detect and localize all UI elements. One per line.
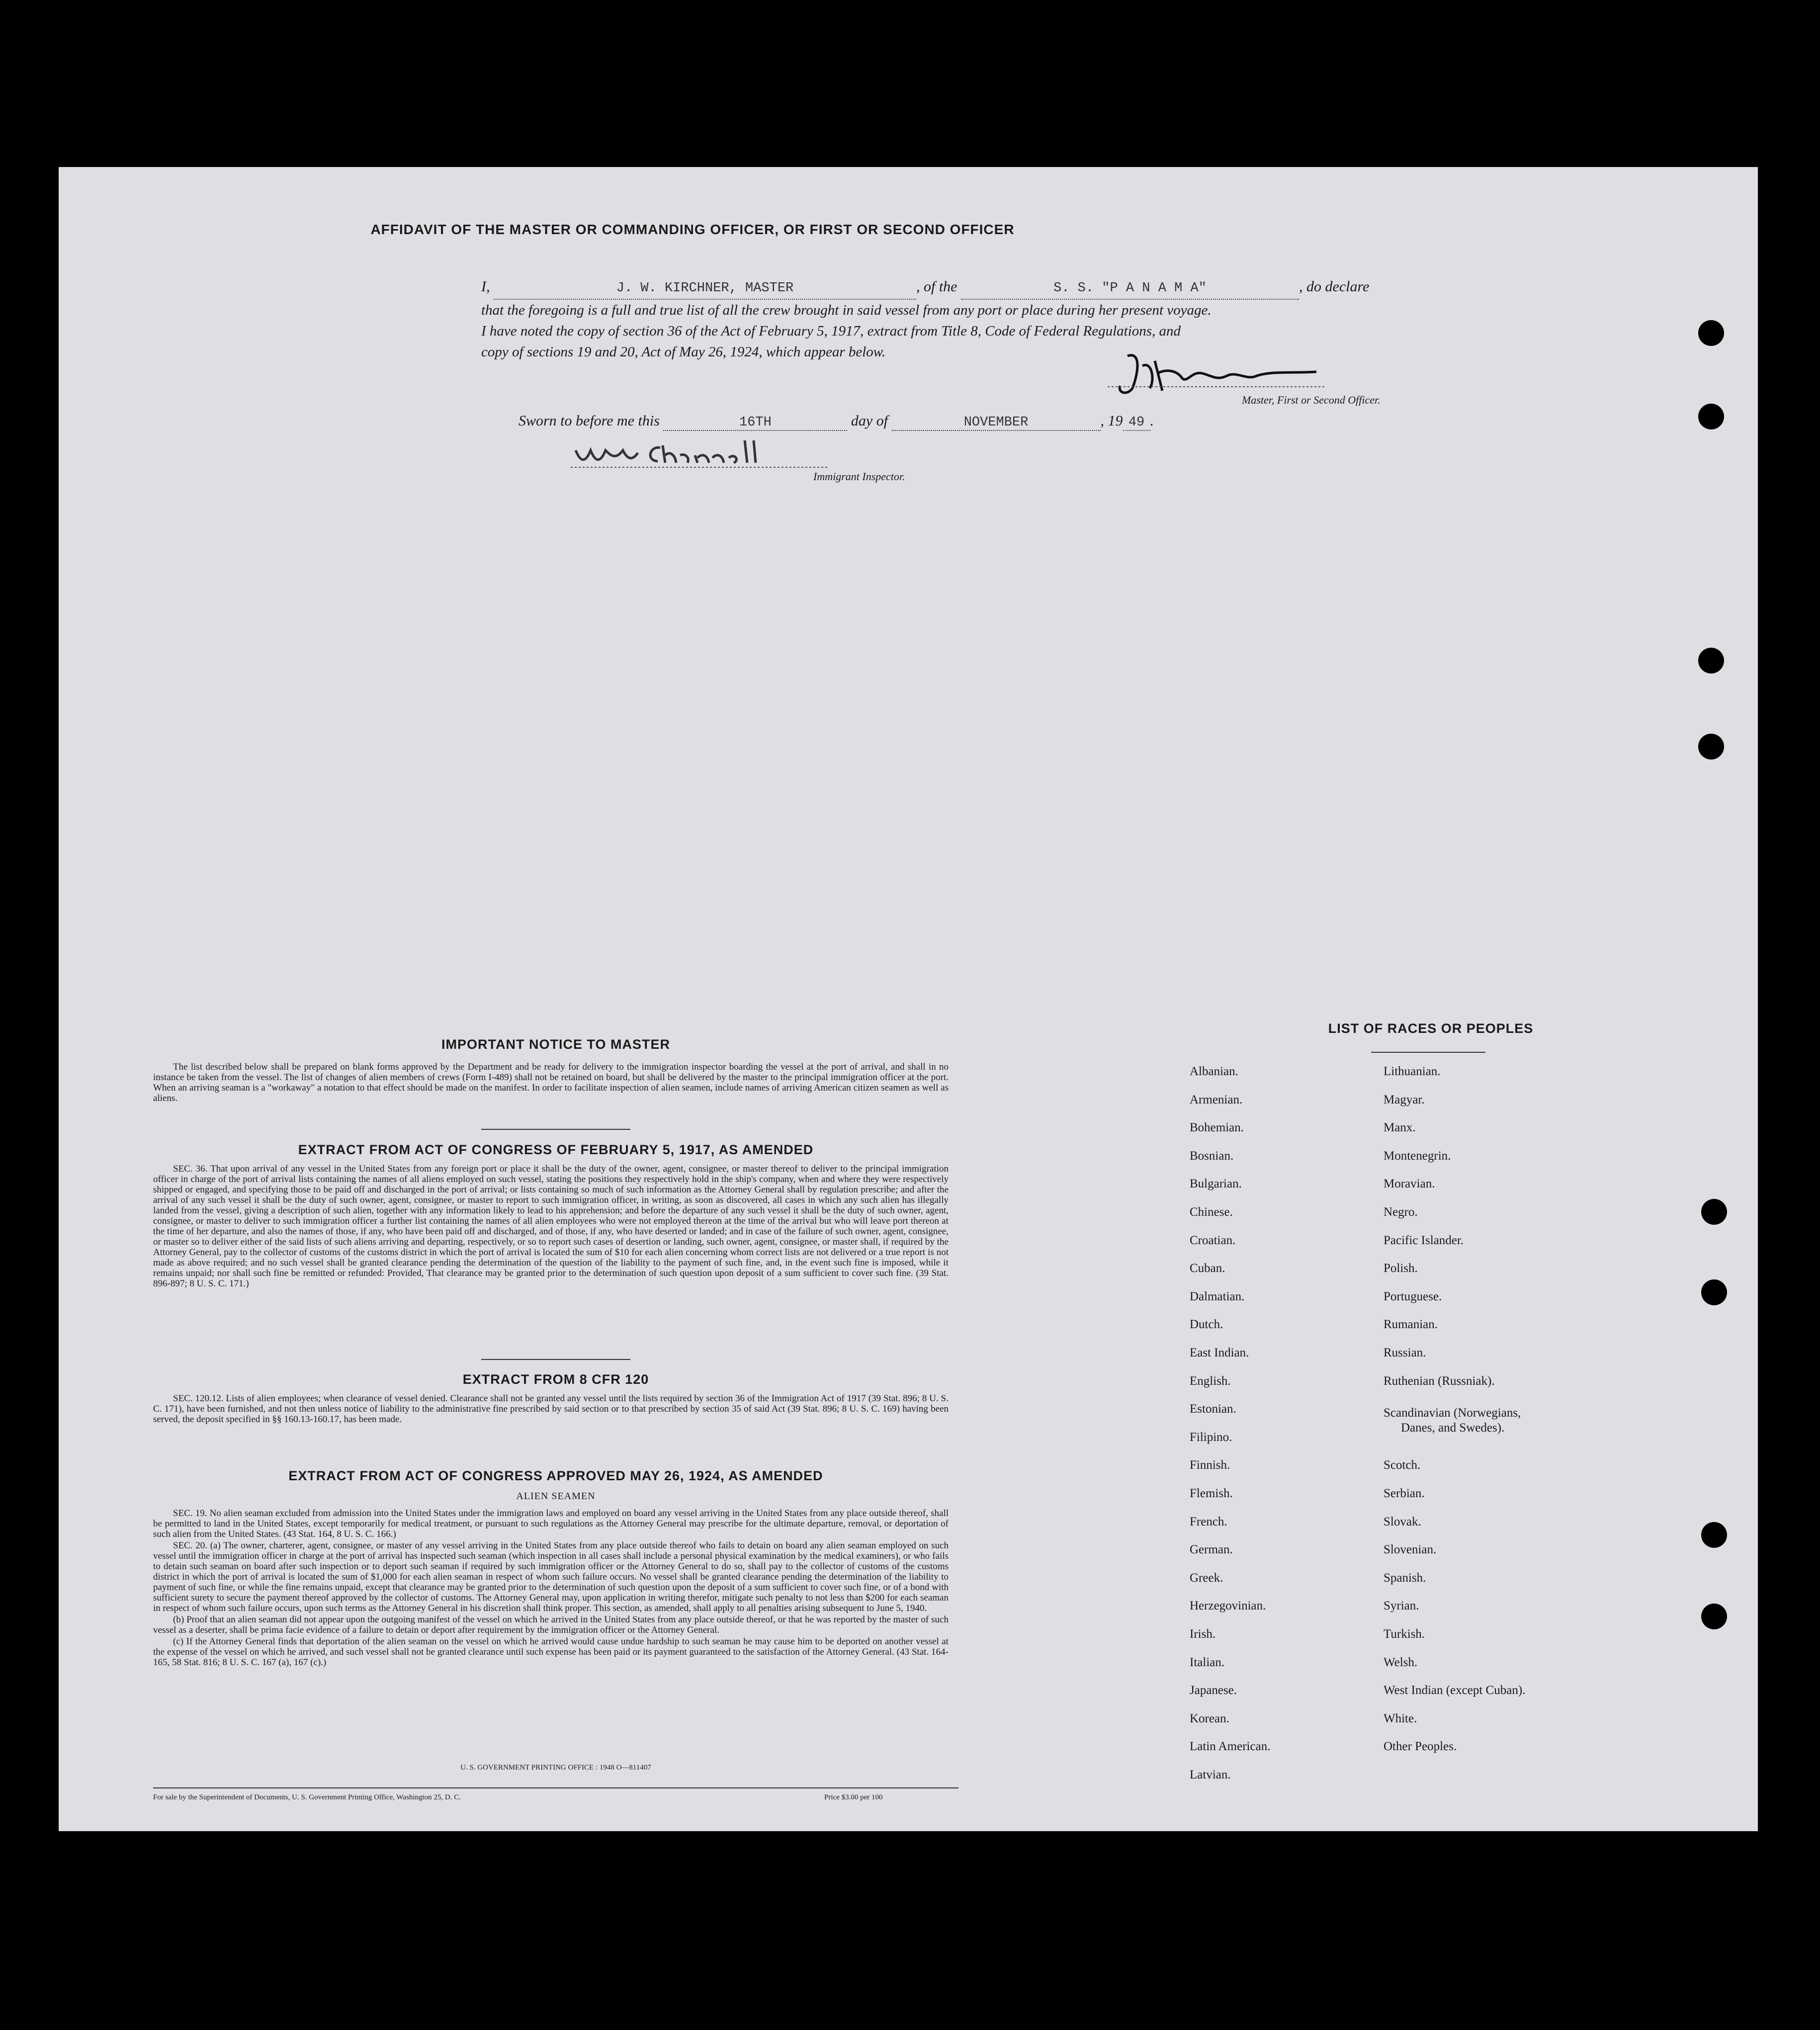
race-item: Syrian.: [1384, 1599, 1419, 1613]
race-item: Spanish.: [1384, 1571, 1426, 1585]
notice-text: The list described below shall be prepared on blank forms approved by the Department and be ready for delivery to the immigration inspector boarding the vessel at the port of arrival, and shall in no instance be taken from the vessel. The list of changes of alien members of crews (Form I-489) shall not be retained on board, but shall be delivered by the master to the principal immigration officer at the port. When an arriving seaman is a "workaway" a notation to that effect should be made on the manifest. In order to facilitate inspection of alien seamen, include names of arriving American citizen seamen as well as aliens.: [153, 1062, 949, 1103]
race-item: Manx.: [1384, 1121, 1416, 1135]
race-item: Filipino.: [1190, 1430, 1232, 1444]
race-item: Dalmatian.: [1190, 1289, 1245, 1303]
footer-sale-text: For sale by the Superintendent of Documents, U. S. Government Printing Office, Washington 25, D. C.: [153, 1793, 461, 1801]
extract-1924-subtitle: ALIEN SEAMEN: [516, 1491, 596, 1502]
punch-hole: [1698, 734, 1724, 760]
punch-hole: [1698, 648, 1724, 674]
inspector-caption: Immigrant Inspector.: [813, 470, 905, 483]
race-item: Greek.: [1190, 1571, 1223, 1585]
race-item: Bohemian.: [1190, 1121, 1244, 1135]
punch-hole: [1701, 1279, 1727, 1305]
race-item: Welsh.: [1384, 1655, 1418, 1669]
gpo-imprint: U. S. GOVERNMENT PRINTING OFFICE : 1948 O—811407: [460, 1764, 651, 1772]
race-item: Russian.: [1384, 1346, 1426, 1359]
race-item: Polish.: [1384, 1262, 1418, 1275]
extract-1917-block: [153, 1164, 949, 1290]
race-item: English.: [1190, 1374, 1231, 1388]
inspector-signature: [571, 435, 829, 470]
punch-hole: [1698, 404, 1724, 429]
race-item: Bulgarian.: [1190, 1177, 1242, 1191]
race-item: Irish.: [1190, 1627, 1216, 1641]
master-signature: [1108, 346, 1326, 401]
race-item: Montenegrin.: [1384, 1149, 1451, 1163]
race-item: French.: [1190, 1515, 1227, 1528]
divider: [1371, 1052, 1485, 1053]
affidavit-line-2: I have noted the copy of section 36 of the Act of February 5, 1917, extract from Title 8, Code of Federal Regulations, and: [481, 323, 1181, 339]
race-item: Herzegovinian.: [1190, 1599, 1266, 1613]
race-item: Italian.: [1190, 1655, 1225, 1669]
race-item: Chinese.: [1190, 1205, 1233, 1219]
race-item: White.: [1384, 1711, 1417, 1725]
footer-rule: [153, 1787, 958, 1788]
extract-1924-paragraph: SEC. 19. No alien seaman excluded from admission into the United States under the immigration laws and employed on board any vessel arriving in the United States from any place outside thereof, shall be permitted to land in the United States, except temporarily for medical treatment, or pursuant to such regulations as the Attorney General may prescribe for the ultimate departure, removal, or deportation of such alien from the United States. (43 Stat. 164, 8 U. S. C. 166.): [153, 1508, 949, 1539]
race-item: Pacific Islander.: [1384, 1233, 1464, 1247]
race-item: Slovenian.: [1384, 1543, 1437, 1557]
race-item: Rumanian.: [1384, 1318, 1438, 1332]
race-item: German.: [1190, 1543, 1233, 1557]
race-item: Estonian.: [1190, 1402, 1236, 1416]
affidavit-lead: I,: [481, 278, 490, 295]
race-item: Croatian.: [1190, 1233, 1236, 1247]
extract-1917-text: SEC. 36. That upon arrival of any vessel in the United States from any foreign port or place it shall be the duty of the owner, agent, consignee, or master thereof to deliver to the principal immigration officer in charge of the port of arrival lists containing the names of all aliens employed on such vessel, stating the positions they respectively hold in the ship's company, when and where they were respectively shipped or engaged, and specifying those to be paid off and discharged in the port of arrival; or lists containing so much of such information as the Attorney General shall by regulation prescribe; and after the arrival of any such vessel it shall be the duty of such owner, agent, consignee, or master to report to such immigration officer, in writing, as soon as discovered, all cases in which any such alien has illegally landed from the vessel, giving a description of such alien, together with any information likely to lead to his apprehension; and before the departure of any such vessel it shall be the duty of such owner, agent, consignee, or master to deliver to such immigration officer a further list containing the names of all alien employees who were not employed thereon at the time of the arrival but who will leave port thereon at the time of her departure, and also the names of those, if any, who have been paid off and discharged, and of those, if any, who have deserted or landed; and in case of the failure of such owner, agent, consignee, or master so to deliver either of the said lists of such aliens arriving and departing, respectively, or so to report such cases of desertion or landing, such owner, agent, consignee, or master shall, if required by the Attorney General, pay to the collector of customs of the customs district in which the port of arrival is located the sum of $10 for each alien concerning whom correct lists are not delivered or a true report is not made as above required; and no such vessel shall be granted clearance pending the determination of the question of the liability to the payment of such fine, and, in the event such fine is imposed, while it remains unpaid; nor shall such fine be remitted or refunded: Provided, That clearance may be granted prior to the determination of such question upon deposit of a sum sufficient to cover such fine. (39 Stat. 896-897; 8 U. S. C. 171.): [153, 1164, 949, 1289]
race-item: Negro.: [1384, 1205, 1418, 1219]
sworn-lead: Sworn to before me this: [519, 413, 660, 429]
affidavit-title: AFFIDAVIT OF THE MASTER OR COMMANDING OFFICER, OR FIRST OR SECOND OFFICER: [370, 222, 1015, 237]
master-name-field: J. W. KIRCHNER, MASTER: [494, 278, 916, 300]
divider: [481, 1129, 630, 1130]
race-item: Moravian.: [1384, 1177, 1435, 1191]
race-item: Scandinavian (Norwegians,: [1384, 1406, 1521, 1420]
race-item: Portuguese.: [1384, 1289, 1442, 1303]
race-item: Cuban.: [1190, 1262, 1225, 1275]
race-item: Serbian.: [1384, 1487, 1425, 1500]
race-item: Albanian.: [1190, 1065, 1238, 1078]
affidavit-line-1: that the foregoing is a full and true list of all the crew brought in said vessel from any port or place during her present voyage.: [481, 302, 1212, 318]
year-suffix: .: [1150, 413, 1154, 429]
race-item: Finnish.: [1190, 1458, 1230, 1472]
races-title: LIST OF RACES OR PEOPLES: [1328, 1021, 1534, 1036]
race-item: Magyar.: [1384, 1093, 1425, 1106]
extract-1924-paragraph: (c) If the Attorney General finds that deportation of the alien seaman on the vessel on which he arrived would cause undue hardship to such seaman he may cause him to be deported on another vessel at the expense of the vessel on which he arrived, and such vessel shall not be granted clearance until such expense has been paid or its payment guaranteed to the satisfaction of the Attorney General. (43 Stat. 164-165, 58 Stat. 816; 8 U. S. C. 167 (a), 167 (c).): [153, 1636, 949, 1668]
race-item: Latvian.: [1190, 1768, 1231, 1781]
race-item: Scotch.: [1384, 1458, 1421, 1472]
extract-cfr-text: SEC. 120.12. Lists of alien employees; when clearance of vessel denied. Clearance shall not be granted any vessel until the lists required by section 36 of the Immigration Act of 1917 (39 Stat. 896; 8 U. S. C. 171), have been furnished, and not then unless notice of liability to the administrative fine prescribed by said section or to that prescribed by section 35 of said Act (39 Stat. 896; 8 U. S. C. 169) having been served, the deposit specified in §§ 160.13-160.17, has been made.: [153, 1393, 949, 1425]
sworn-line: [519, 413, 1154, 431]
year-field: 49: [1123, 415, 1150, 431]
race-item: East Indian.: [1190, 1346, 1249, 1359]
day-of-label: day of: [851, 413, 888, 429]
extract-1917-title: EXTRACT FROM ACT OF CONGRESS OF FEBRUARY 5, 1917, AS AMENDED: [298, 1142, 814, 1157]
race-item: Turkish.: [1384, 1627, 1425, 1641]
notice-text-block: [153, 1062, 949, 1104]
month-field: NOVEMBER: [892, 415, 1101, 431]
day-field: 16TH: [663, 415, 847, 431]
of-the-label: , of the: [916, 278, 957, 295]
do-declare-label: , do declare: [1299, 278, 1370, 295]
extract-1924-block: [153, 1508, 949, 1669]
punch-hole: [1701, 1522, 1727, 1548]
punch-hole: [1698, 320, 1724, 346]
race-item: Danes, and Swedes).: [1401, 1421, 1505, 1435]
notice-title: IMPORTANT NOTICE TO MASTER: [441, 1037, 670, 1052]
master-caption: Master, First or Second Officer.: [1242, 394, 1381, 406]
punch-hole: [1701, 1199, 1727, 1225]
punch-hole: [1701, 1604, 1727, 1629]
race-item: Slovak.: [1384, 1515, 1421, 1528]
affidavit-line-3: copy of sections 19 and 20, Act of May 26, 1924, which appear below.: [481, 344, 886, 360]
vessel-name-field: S. S. "P A N A M A": [961, 278, 1299, 300]
race-item: Ruthenian (Russniak).: [1384, 1374, 1495, 1388]
extract-1924-title: EXTRACT FROM ACT OF CONGRESS APPROVED MAY 26, 1924, AS AMENDED: [288, 1468, 823, 1483]
extract-cfr-block: [153, 1393, 949, 1426]
race-item: Flemish.: [1190, 1487, 1233, 1500]
divider: [481, 1359, 630, 1360]
year-prefix: , 19: [1100, 413, 1123, 429]
race-item: Bosnian.: [1190, 1149, 1234, 1163]
race-item: Other Peoples.: [1384, 1740, 1457, 1754]
race-item: Dutch.: [1190, 1318, 1223, 1332]
race-item: Latin American.: [1190, 1740, 1271, 1754]
document-sheet: [59, 167, 1758, 1831]
extract-1924-paragraph: (b) Proof that an alien seaman did not appear upon the outgoing manifest of the vessel on which he arrived in the United States from any place outside thereof, or that he was reported by the master of such vessel as a deserter, shall be prima facie evidence of a failure to detain or deport after requirement by the immigration officer or the Attorney General.: [153, 1614, 949, 1635]
extract-1924-paragraph: SEC. 20. (a) The owner, charterer, agent, consignee, or master of any vessel arriving in the United States from any place outside thereof who fails to detain on board any alien seaman employed on such vessel until the immigration officer in charge at the port of arrival has inspected such seaman (which inspection in all cases shall include a personal physical examination by the medical examiners), or who fails to detain such seaman on board after such inspection or to deport such seaman if required by such immigration officer or the Attorney General to do so, shall pay to the collector of customs of the customs district in which the port of arrival is located the sum of $1,000 for each alien seaman in respect of whom such failure occurs. No vessel shall be granted clearance pending the determination of the liability to payment of such fine, or while the fine remains unpaid, except that clearance may be granted prior to the determination of such question upon the deposit of a sum sufficient to cover such fine, or of a bond with sufficient surety to secure the payment thereof approved by the collector of customs. The Attorney General may, upon application in writing therefor, mitigate such penalty to not less than $200 for each seaman in respect of whom such failure occurs, upon such terms as the Attorney General in his discretion shall think proper. This section, as amended, shall apply to all penalties arising subsequent to June 5, 1940.: [153, 1540, 949, 1613]
race-item: Korean.: [1190, 1711, 1229, 1725]
race-item: West Indian (except Cuban).: [1384, 1684, 1526, 1697]
extract-cfr-title: EXTRACT FROM 8 CFR 120: [462, 1372, 649, 1387]
race-item: Japanese.: [1190, 1684, 1237, 1697]
race-item: Armenian.: [1190, 1093, 1243, 1106]
race-item: Lithuanian.: [1384, 1065, 1441, 1078]
footer-price-text: Price $3.00 per 100: [824, 1793, 883, 1801]
